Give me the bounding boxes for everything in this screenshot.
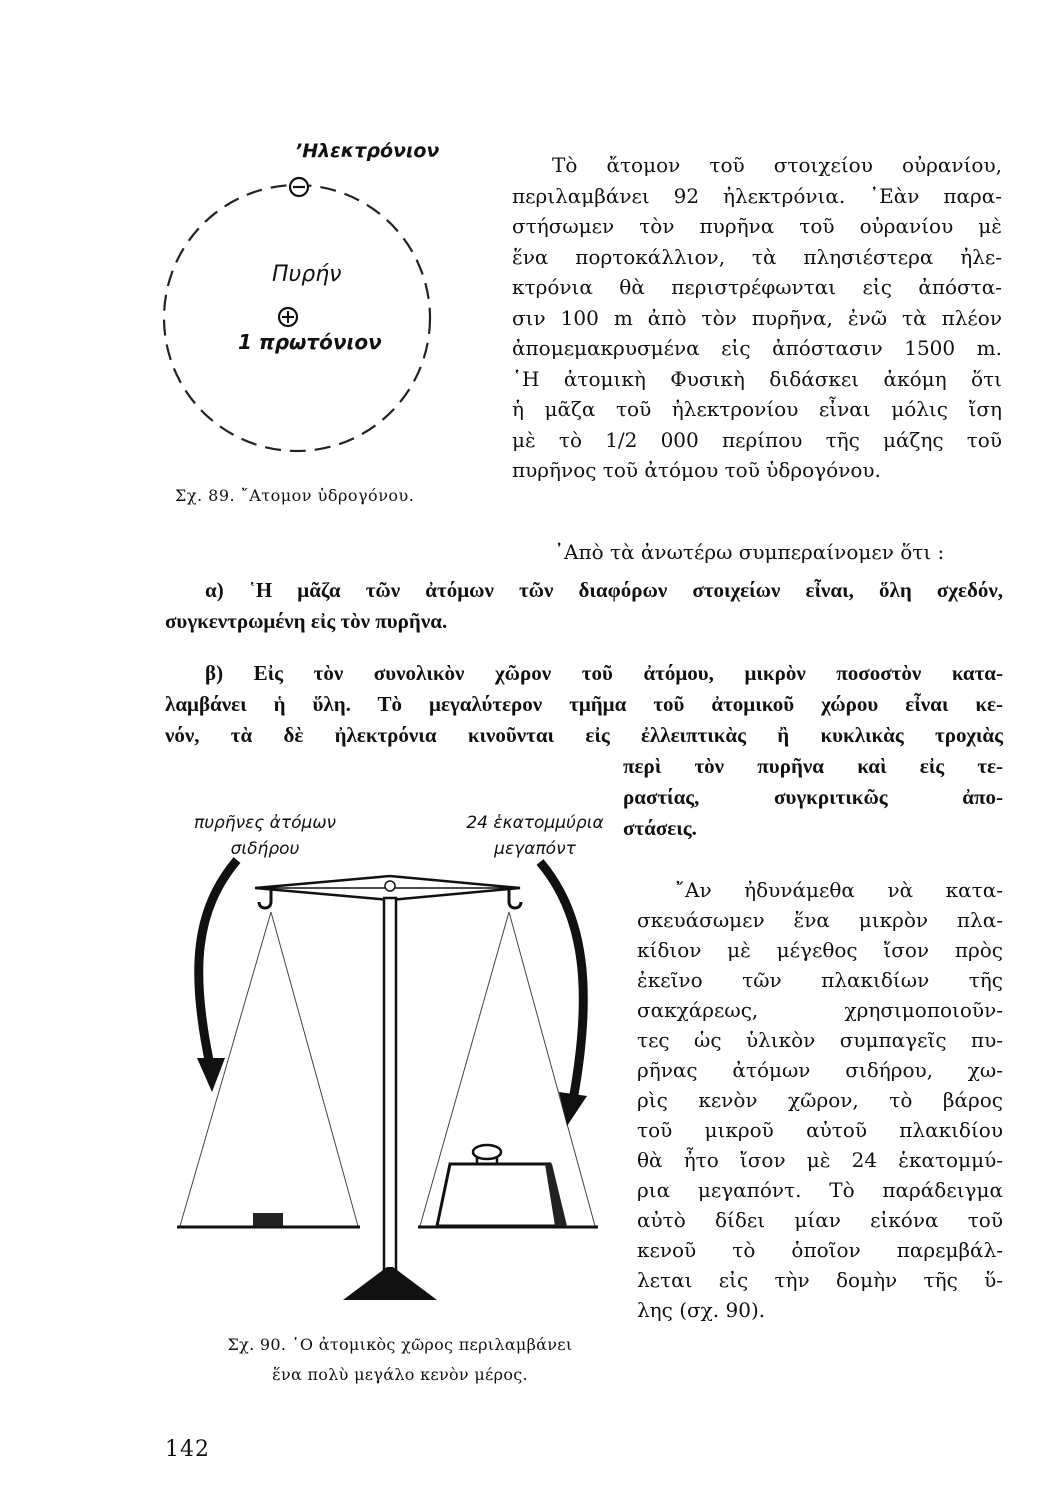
uranium-paragraph — [512, 150, 1002, 486]
point-b-line: λαμβάνει ἡ ὕλη. Τὸ μεγαλύτερον τμῆμα τοῦ ἀτομικοῦ χώρου εἶναι κε- — [165, 692, 1003, 716]
iron-plate-icon — [253, 1213, 283, 1226]
caption-line: ἕνα πολὺ μεγάλο κενὸν μέρος. — [272, 1365, 528, 1384]
text-line: κίδιον μὲ μέγεθος ἴσον πρὸς — [637, 938, 1003, 962]
proton-label: 1 πρωτόνιον — [238, 330, 382, 354]
weight-icon — [437, 1145, 567, 1226]
point-b-continued — [623, 751, 1003, 844]
text-line: ῾Η ἀτομικὴ Φυσικὴ διδάσκει ἀκόμη ὅτι — [512, 366, 1002, 391]
point-a-line: συγκεντρωμένη εἰς τὸν πυρῆνα. — [165, 609, 448, 633]
text-line: πυρῆνος τοῦ ἀτόμου τοῦ ὑδρογόνου. — [512, 458, 881, 482]
label-line: μεγαπόντ — [494, 839, 576, 859]
balance-scale-diagram — [175, 800, 625, 1320]
point-b-line: νόν, τὰ δὲ ἠλεκτρόνια κινοῦνται εἰς ἐλλειπτικὰς ἢ κυκλικὰς τροχιὰς — [165, 723, 1003, 747]
text-line: περιλαμβάνει 92 ἠλεκτρόνια. ᾽Εὰν παρα- — [512, 183, 1002, 208]
text-line: σιν 100 m ἀπὸ τὸν πυρῆνα, ἐνῶ τὰ πλέον — [512, 305, 1002, 330]
text-line: σακχάρεως, χρησιμοποιοῦν- — [637, 998, 1003, 1022]
text-line: σκευάσωμεν ἕνα μικρὸν πλα- — [637, 908, 1003, 932]
text-line: τες ὡς ὑλικὸν συμπαγεῖς πυ- — [637, 1028, 1003, 1052]
point-b — [165, 658, 1003, 751]
iron-nuclei-label — [175, 810, 355, 862]
point-a — [165, 575, 1003, 637]
point-b-line: ραστίας, συγκριτικῶς ἀπο- — [623, 785, 1003, 809]
hydrogen-atom-diagram — [160, 135, 495, 515]
text-line: ἐκεῖνο τῶν πλακιδίων τῆς — [637, 968, 1003, 992]
electron-label: ’Ηλεκτρόνιον — [295, 140, 440, 162]
caption-line: Σχ. 90. ῾Ο ἀτομικὸς χῶρος περιλαμβάνει — [227, 1335, 573, 1354]
text-line: στήσωμεν τὸν πυρῆνα τοῦ οὐρανίου μὲ — [512, 214, 1002, 238]
text-line: ἡ μᾶζα τοῦ ἠλεκτρονίου εἶναι μόλις ἴση — [512, 397, 1002, 421]
text-line: ρὶς κενὸν χῶρον, τὸ βάρος — [637, 1088, 1003, 1112]
text-line: ῎Αν ἠδυνάμεθα νὰ κατα- — [675, 878, 1003, 902]
text-line: μὲ τὸ 1/2 000 περίπου τῆς μάζης τοῦ — [512, 427, 1002, 452]
point-a-line: α) ῾Η μᾶζα τῶν ἀτόμων τῶν διαφόρων στοιχείων εἶναι, ὅλη σχεδόν, — [205, 578, 1003, 602]
figure-90-caption — [190, 1330, 610, 1390]
text-line: Τὸ ἄτομον τοῦ στοιχείου οὐρανίου, — [552, 153, 1002, 177]
page-number: 142 — [165, 1437, 210, 1462]
right-arrow-icon — [540, 862, 583, 1100]
figure-89-caption: Σχ. 89. ῎Ατομον ὑδρογόνου. — [175, 486, 415, 505]
mass-label — [435, 810, 635, 862]
label-line: σιδήρου — [230, 839, 300, 859]
text-line: ἕνα πορτοκάλλιον, τὰ πλησιέστερα ἠλε- — [512, 244, 1002, 269]
conclusion-intro: ᾽Απὸ τὰ ἀνωτέρω συμπεραίνομεν ὅτι : — [554, 540, 945, 564]
text-line: ἀπομεμακρυσμένα εἰς ἀπόστασιν 1500 m. — [512, 336, 1002, 360]
text-line: ρια μεγαπόντ. Τὸ παράδειγμα — [637, 1178, 1003, 1202]
left-arrow-icon — [199, 860, 237, 1065]
sugar-cube-paragraph — [637, 875, 1003, 1325]
text-line: θὰ ἦτο ἴσον μὲ 24 ἑκατομμύ- — [637, 1148, 1003, 1172]
text-line: ρῆνας ἀτόμων σιδήρου, χω- — [637, 1058, 1003, 1082]
text-line: λης (σχ. 90). — [637, 1298, 766, 1322]
point-b-line: β) Εἰς τὸν συνολικὸν χῶρον τοῦ ἀτόμου, μικρὸν ποσοστὸν κατα- — [205, 661, 1003, 685]
text-line: λεται εἰς τὴν δομὴν τῆς ὕ- — [637, 1268, 1003, 1292]
label-line: πυρῆνες ἀτόμων — [193, 813, 337, 833]
label-line: 24 ἑκατομμύρια — [466, 813, 604, 833]
nucleus-label: Πυρήν — [272, 262, 342, 287]
text-line: κενοῦ τὸ ὁποῖον παρεμβάλ- — [637, 1238, 1003, 1262]
point-b-line: στάσεις. — [623, 816, 697, 840]
text-line: κτρόνια θὰ περιστρέφωνται εἰς ἀπόστα- — [512, 275, 1002, 299]
text-line: αὐτὸ δίδει μίαν εἰκόνα τοῦ — [637, 1208, 1003, 1232]
text-line: τοῦ μικροῦ αὐτοῦ πλακιδίου — [637, 1118, 1003, 1142]
point-b-line: περὶ τὸν πυρῆνα καὶ εἰς τε- — [623, 754, 1003, 778]
